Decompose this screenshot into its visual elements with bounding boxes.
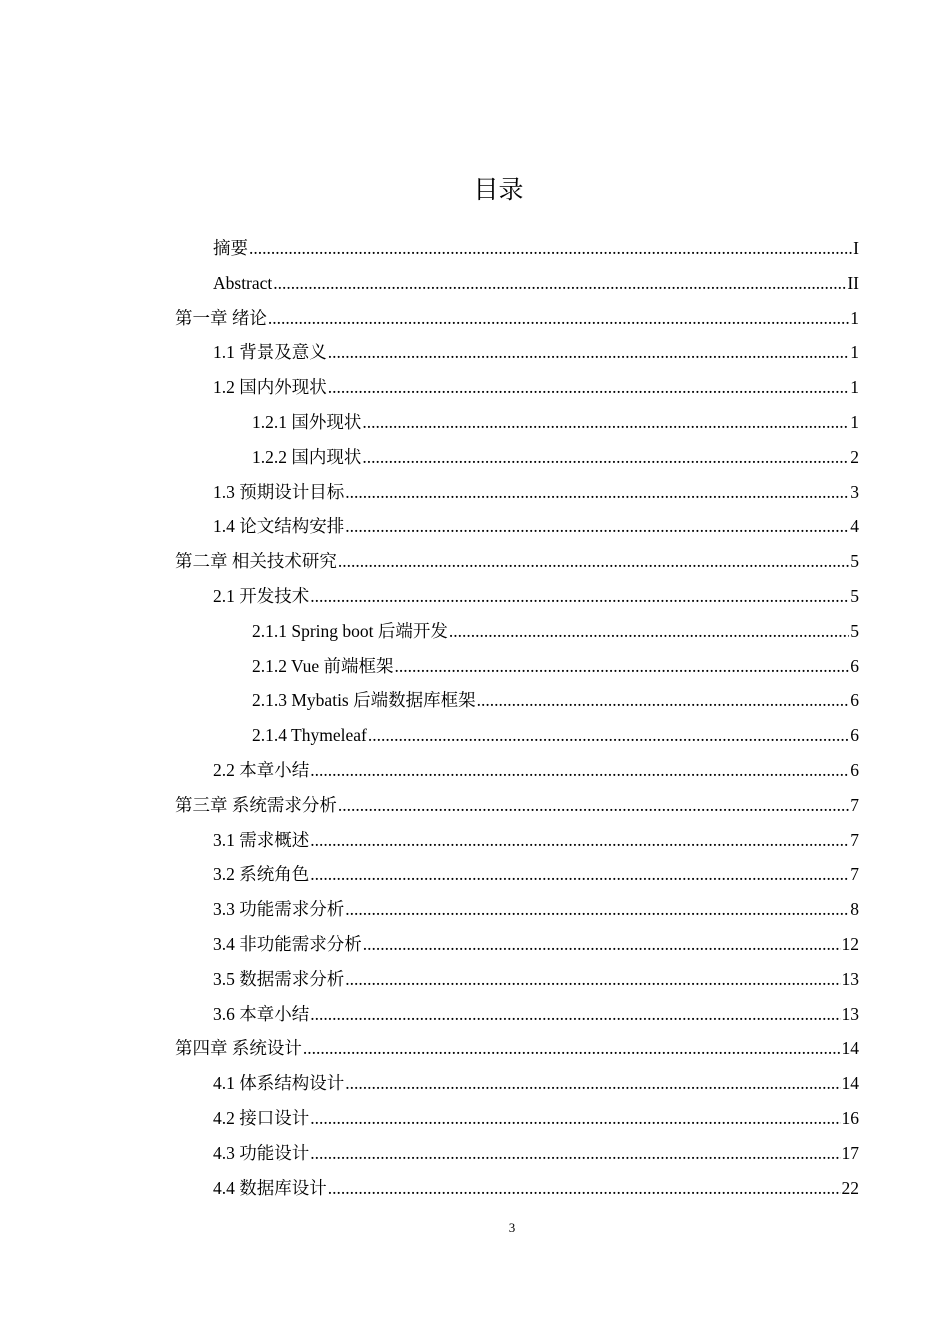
toc-entry-page: 13: [841, 968, 859, 989]
toc-dot-leader: [368, 724, 849, 746]
toc-entry[interactable]: [252, 398, 859, 433]
toc-entry[interactable]: [213, 363, 859, 398]
toc-dot-leader: [363, 933, 841, 955]
toc-entry-label: 第一章 绪论: [175, 307, 267, 328]
toc-dot-leader: [310, 1107, 840, 1129]
toc-entry-label: 2.1 开发技术: [213, 586, 310, 606]
toc-entry[interactable]: [175, 537, 859, 572]
toc-entry-label: 3.4 非功能需求分析: [213, 934, 362, 954]
toc-entry[interactable]: [213, 990, 859, 1025]
toc-entry-page: I: [853, 238, 859, 258]
toc-entry-label: 3.2 系统角色: [213, 864, 310, 885]
toc-dot-leader: [268, 307, 849, 329]
toc-entry-label: 1.4 论文结构安排: [213, 516, 345, 537]
toc-entry[interactable]: [252, 607, 859, 642]
toc-entry-page: II: [847, 272, 859, 293]
toc-dot-leader: [477, 689, 850, 711]
toc-entry[interactable]: [213, 955, 859, 990]
toc-entry-label: 摘要: [213, 238, 248, 258]
toc-entry-label: Abstract: [213, 272, 273, 293]
toc-entry-label: 1.2 国内外现状: [213, 377, 327, 398]
toc-entry-label: 3.5 数据需求分析: [213, 968, 345, 989]
toc-entry-page: 6: [850, 725, 859, 746]
toc-entry[interactable]: [252, 433, 859, 468]
toc-dot-leader: [395, 655, 850, 677]
page-title: 目录: [473, 175, 524, 204]
toc-entry-page: 7: [850, 864, 859, 885]
toc-dot-leader: [345, 515, 849, 537]
toc-entry-label: 2.1.1 Spring boot 后端开发: [252, 620, 448, 641]
toc-entry-page: 1: [850, 412, 859, 432]
toc-dot-leader: [310, 1142, 840, 1164]
toc-entry-page: 7: [850, 794, 859, 815]
toc-dot-leader: [328, 341, 850, 363]
toc-dot-leader: [310, 1003, 840, 1025]
toc-entry[interactable]: [213, 885, 859, 920]
toc-entry[interactable]: [213, 224, 859, 259]
toc-entry-label: 4.3 功能设计: [213, 1142, 310, 1163]
toc-dot-leader: [310, 829, 849, 851]
toc-dot-leader: [328, 1177, 841, 1199]
toc-entry-page: 3: [850, 481, 859, 502]
toc-entry-page: 5: [850, 551, 859, 572]
toc-entry[interactable]: [213, 746, 859, 781]
toc-dot-leader: [345, 1072, 840, 1094]
toc-entry[interactable]: [213, 1059, 859, 1094]
toc-entry-label: 4.4 数据库设计: [213, 1177, 327, 1198]
toc-entry-label: 3.3 功能需求分析: [213, 899, 345, 920]
toc-dot-leader: [249, 237, 852, 259]
toc-entry-label: 2.2 本章小结: [213, 760, 310, 780]
toc-dot-leader: [338, 794, 849, 816]
page-number: 3: [508, 1220, 516, 1235]
toc-entry[interactable]: [213, 1094, 859, 1129]
toc-entry-page: 14: [841, 1038, 859, 1059]
toc-entry[interactable]: [252, 676, 859, 711]
toc-entry-page: 5: [850, 620, 859, 641]
toc-entry[interactable]: [213, 572, 859, 607]
toc-entry-page: 6: [850, 690, 859, 711]
toc-entry-label: 3.6 本章小结: [213, 1003, 310, 1024]
toc-entry-page: 6: [850, 655, 859, 676]
toc-entry-page: 5: [850, 586, 859, 606]
toc-entry[interactable]: [213, 259, 859, 294]
toc-entry-page: 6: [850, 760, 859, 780]
toc-entry-page: 17: [841, 1142, 859, 1163]
toc-entry-page: 1: [850, 307, 859, 328]
toc-dot-leader: [310, 759, 849, 781]
toc-entry-label: 1.1 背景及意义: [213, 342, 327, 363]
toc-dot-leader: [310, 863, 849, 885]
toc-entry[interactable]: [213, 328, 859, 363]
toc-entry[interactable]: [175, 294, 859, 329]
toc-dot-leader: [345, 898, 849, 920]
toc-entry-label: 1.3 预期设计目标: [213, 481, 345, 502]
toc-entry-page: 16: [841, 1108, 859, 1128]
toc-dot-leader: [345, 968, 840, 990]
toc-entry-label: 2.1.3 Mybatis 后端数据库框架: [252, 690, 476, 711]
toc-entry-label: 第四章 系统设计: [175, 1038, 302, 1059]
toc-entry-page: 4: [850, 516, 859, 537]
toc-dot-leader: [303, 1037, 841, 1059]
toc-dot-leader: [310, 585, 849, 607]
toc-entry-label: 4.2 接口设计: [213, 1108, 310, 1128]
toc-dot-leader: [362, 446, 849, 468]
toc-entry[interactable]: [213, 816, 859, 851]
toc-entry[interactable]: [213, 1129, 859, 1164]
toc-entry-page: 7: [850, 829, 859, 850]
toc-entry-label: 第三章 系统需求分析: [175, 794, 337, 815]
toc-entry-page: 14: [841, 1073, 859, 1094]
toc-dot-leader: [273, 272, 846, 294]
toc-dot-leader: [338, 550, 849, 572]
toc-entry-page: 13: [841, 1003, 859, 1024]
toc-entry-page: 22: [841, 1177, 859, 1198]
toc-entry[interactable]: [213, 920, 859, 955]
toc-entry[interactable]: [252, 711, 859, 746]
toc-entry-label: 2.1.4 Thymeleaf: [252, 725, 367, 746]
toc-entry-label: 4.1 体系结构设计: [213, 1073, 345, 1094]
toc-entry-label: 2.1.2 Vue 前端框架: [252, 655, 394, 676]
toc-entry-page: 1: [850, 377, 859, 398]
toc-entry[interactable]: [252, 642, 859, 677]
toc-dot-leader: [345, 481, 849, 503]
toc-entry[interactable]: [213, 468, 859, 503]
toc-entry[interactable]: [175, 1024, 859, 1059]
toc-entry-page: 2: [850, 446, 859, 467]
toc-entry-page: 1: [850, 342, 859, 363]
toc-entry[interactable]: [213, 502, 859, 537]
toc-dot-leader: [328, 376, 850, 398]
toc-entry-label: 3.1 需求概述: [213, 829, 310, 850]
toc-entry[interactable]: [213, 850, 859, 885]
toc-entry-label: 第二章 相关技术研究: [175, 551, 337, 572]
toc-entry-label: 1.2.2 国内现状: [252, 446, 362, 467]
toc-entry-label: 1.2.1 国外现状: [252, 412, 362, 432]
toc-entry-page: 12: [841, 934, 859, 954]
toc-dot-leader: [362, 411, 849, 433]
toc-entry[interactable]: [213, 1164, 859, 1199]
toc-entry[interactable]: [175, 781, 859, 816]
toc-entry-page: 8: [850, 899, 859, 920]
toc-dot-leader: [449, 620, 849, 642]
